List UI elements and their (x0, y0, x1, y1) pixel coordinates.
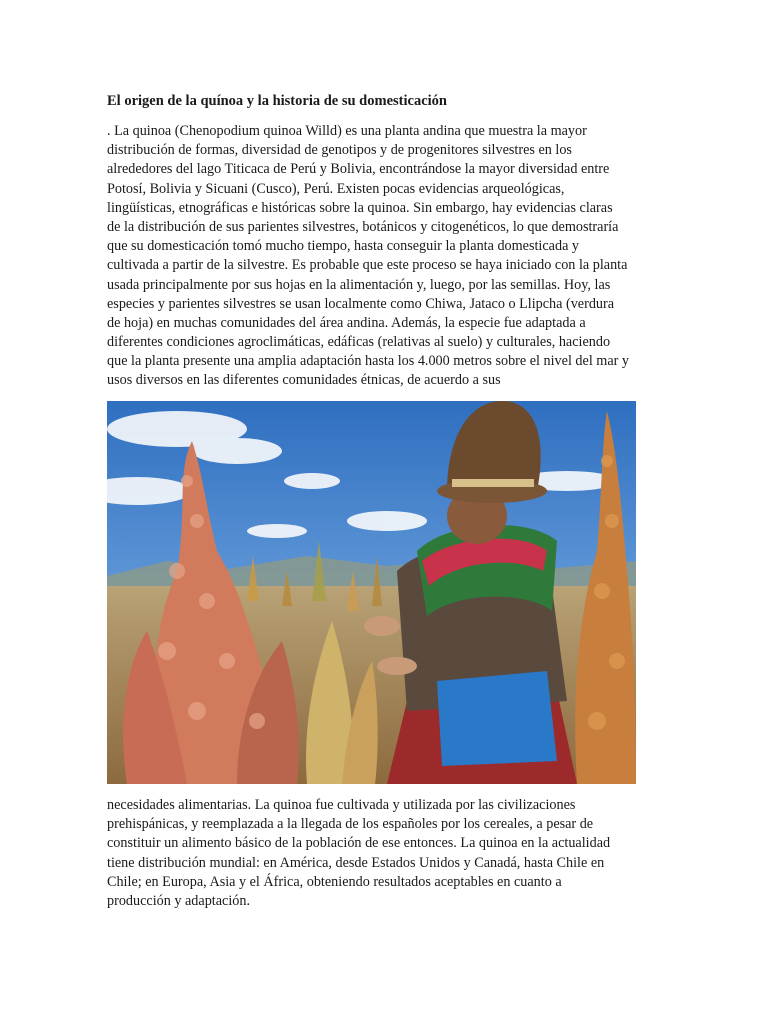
paragraph-line: especies y parientes silvestres se usan localmente como Chiwa, Jataco o Llipcha (verdura (107, 295, 615, 312)
paragraph-line: distribución de formas, diversidad de genotipos y de progenitores silvestres en los (107, 142, 572, 159)
paragraph-line: alrededores del lago Titicaca de Perú y Bolivia, encontrándose la mayor diversidad entre (107, 161, 610, 178)
paragraph-line: necesidades alimentarias. La quinoa fue cultivada y utilizada por las civilizaciones (107, 797, 576, 813)
paragraph-line: prehispánicas, y reemplazada a la llegada de los españoles por los cereales, a pesar de (107, 816, 594, 833)
paragraph-line: Chile; en Europa, Asia y el África, obteniendo resultados aceptables en cuanto a (107, 873, 562, 890)
paragraph-line: que la planta presente una amplia adaptación hasta los 4.000 metros sobre el nivel del mar y (107, 353, 630, 370)
paragraph-line: tiene distribución mundial: en América, desde Estados Unidos y Canadá, hasta Chile en (107, 854, 605, 871)
paragraph-line: de la distribución de sus parientes silvestres, botánicos y citogenéticos, lo que demostraría (107, 218, 619, 235)
quinoa-field-photo (107, 401, 636, 784)
document-title: El origen de la quínoa y la historia de su domesticación (107, 93, 447, 109)
paragraph-line: cultivada a partir de la silvestre. Es probable que este proceso se haya iniciado con la planta (107, 257, 628, 274)
paragraph-line: de hoja) en muchas comunidades del área andina. Además, la especie fue adaptada a (107, 314, 586, 331)
paragraph-line: usada principalmente por sus hojas en la alimentación y, luego, por las semillas. Hoy, las (107, 276, 611, 293)
paragraph-line: lingüísticas, etnográficas e históricas sobre la quinoa. Sin embargo, hay evidencias claras (107, 199, 613, 216)
paragraph-line: usos diversos en las diferentes comunidades étnicas, de acuerdo a sus (107, 372, 501, 389)
paragraph-2 (107, 796, 667, 911)
paragraph-line: Potosí, Bolivia y Sicuani (Cusco), Perú. Existen pocas evidencias arqueológicas, (107, 180, 565, 197)
paragraph-line: constituir un alimento básico de la población de ese entonces. La quinoa en la actualidad (107, 835, 611, 852)
paragraph-1 (107, 122, 667, 391)
paragraph-line: que su domesticación tomó mucho tiempo, hasta conseguir la planta domesticada y (107, 238, 580, 255)
paragraph-line: . La quinoa (Chenopodium quinoa Willd) es una planta andina que muestra la mayor (107, 123, 587, 139)
paragraph-line: producción y adaptación. (107, 892, 251, 909)
paragraph-line: diferentes condiciones agroclimáticas, edáficas (relativas al suelo) y culturales, haciendo (107, 334, 611, 351)
